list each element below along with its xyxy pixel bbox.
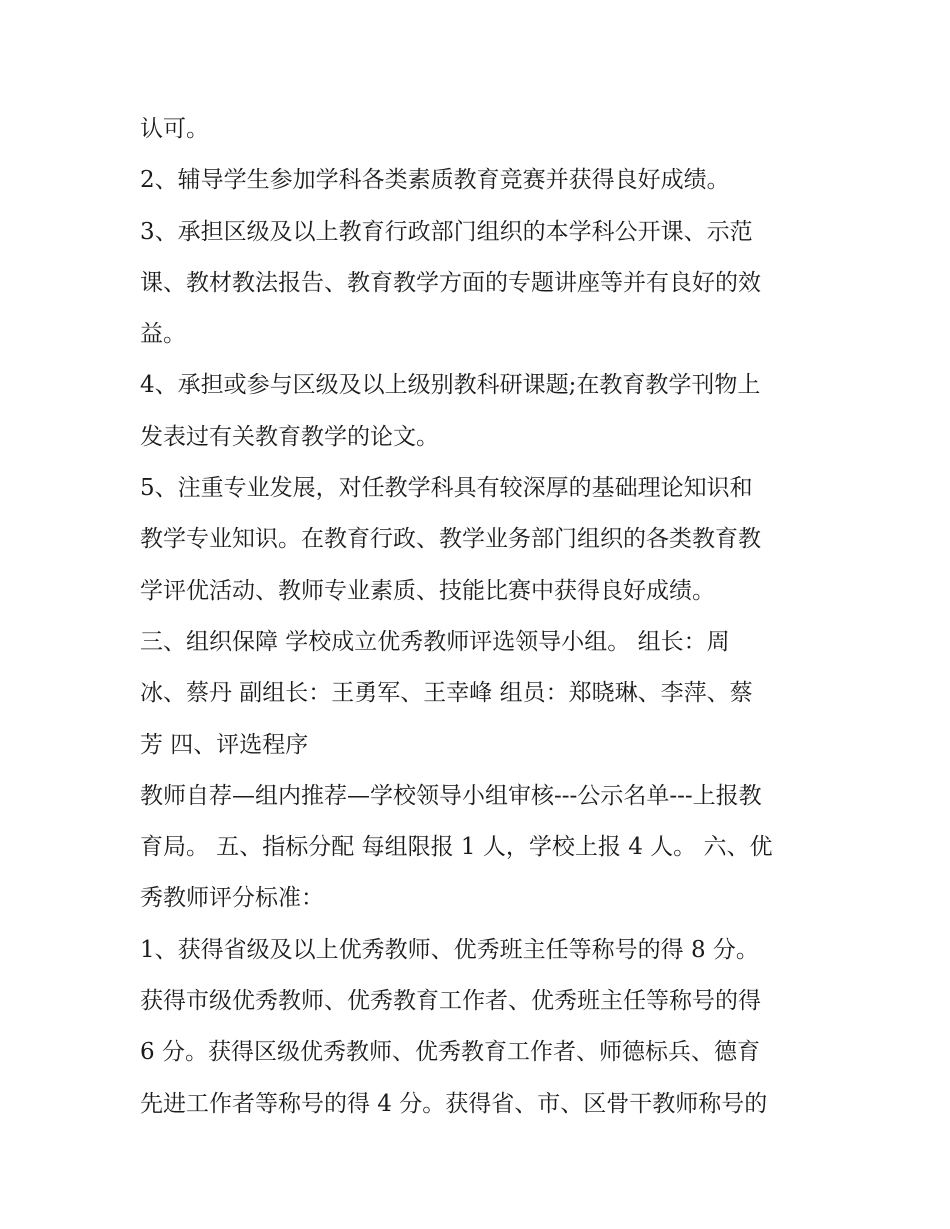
- text-line: 三、组织保障 学校成立优秀教师评选领导小组。 组长：周: [140, 628, 730, 655]
- text-line: 发表过有关教育教学的论文。: [140, 423, 439, 450]
- text-line: 秀教师评分标准：: [140, 885, 324, 912]
- text-line: 4、承担或参与区级及以上级别教科研课题;在教育教学刊物上: [140, 372, 761, 399]
- text-line: 育局。 五、指标分配 每组限报 1 人，学校上报 4 人。 六、优: [140, 834, 773, 861]
- text-line: 1、获得省级及以上优秀教师、优秀班主任等称号的得 8 分。: [140, 936, 759, 963]
- text-line: 认可。: [140, 116, 209, 142]
- text-line: 6 分。获得区级优秀教师、优秀教育工作者、师德标兵、德育: [140, 1039, 760, 1066]
- text-line: 冰、蔡丹 副组长：王勇军、王幸峰 组员：郑晓琳、李萍、蔡: [140, 680, 753, 707]
- text-line: 课、教材教法报告、教育教学方面的专题讲座等并有良好的效: [140, 269, 761, 296]
- text-line: 先进工作者等称号的得 4 分。获得省、市、区骨干教师称号的: [140, 1090, 768, 1117]
- text-line: 5、注重专业发展，对任教学科具有较深厚的基础理论知识和: [140, 475, 753, 502]
- text-line: 学评优活动、教师专业素质、技能比赛中获得良好成绩。: [140, 577, 715, 604]
- text-line: 教学专业知识。在教育行政、教学业务部门组织的各类教育教: [140, 526, 761, 553]
- text-line: 芳 四、评选程序: [140, 731, 309, 758]
- text-line: 3、承担区级及以上教育行政部门组织的本学科公开课、示范: [140, 218, 753, 245]
- text-line: 2、辅导学生参加学科各类素质教育竞赛并获得良好成绩。: [140, 167, 730, 194]
- text-line: 获得市级优秀教师、优秀教育工作者、优秀班主任等称号的得: [140, 988, 761, 1015]
- text-line: 教师自荐—组内推荐—学校领导小组审核---公示名单---上报教: [140, 782, 762, 809]
- text-line: 益。: [140, 321, 186, 348]
- body-text: [140, 104, 830, 1130]
